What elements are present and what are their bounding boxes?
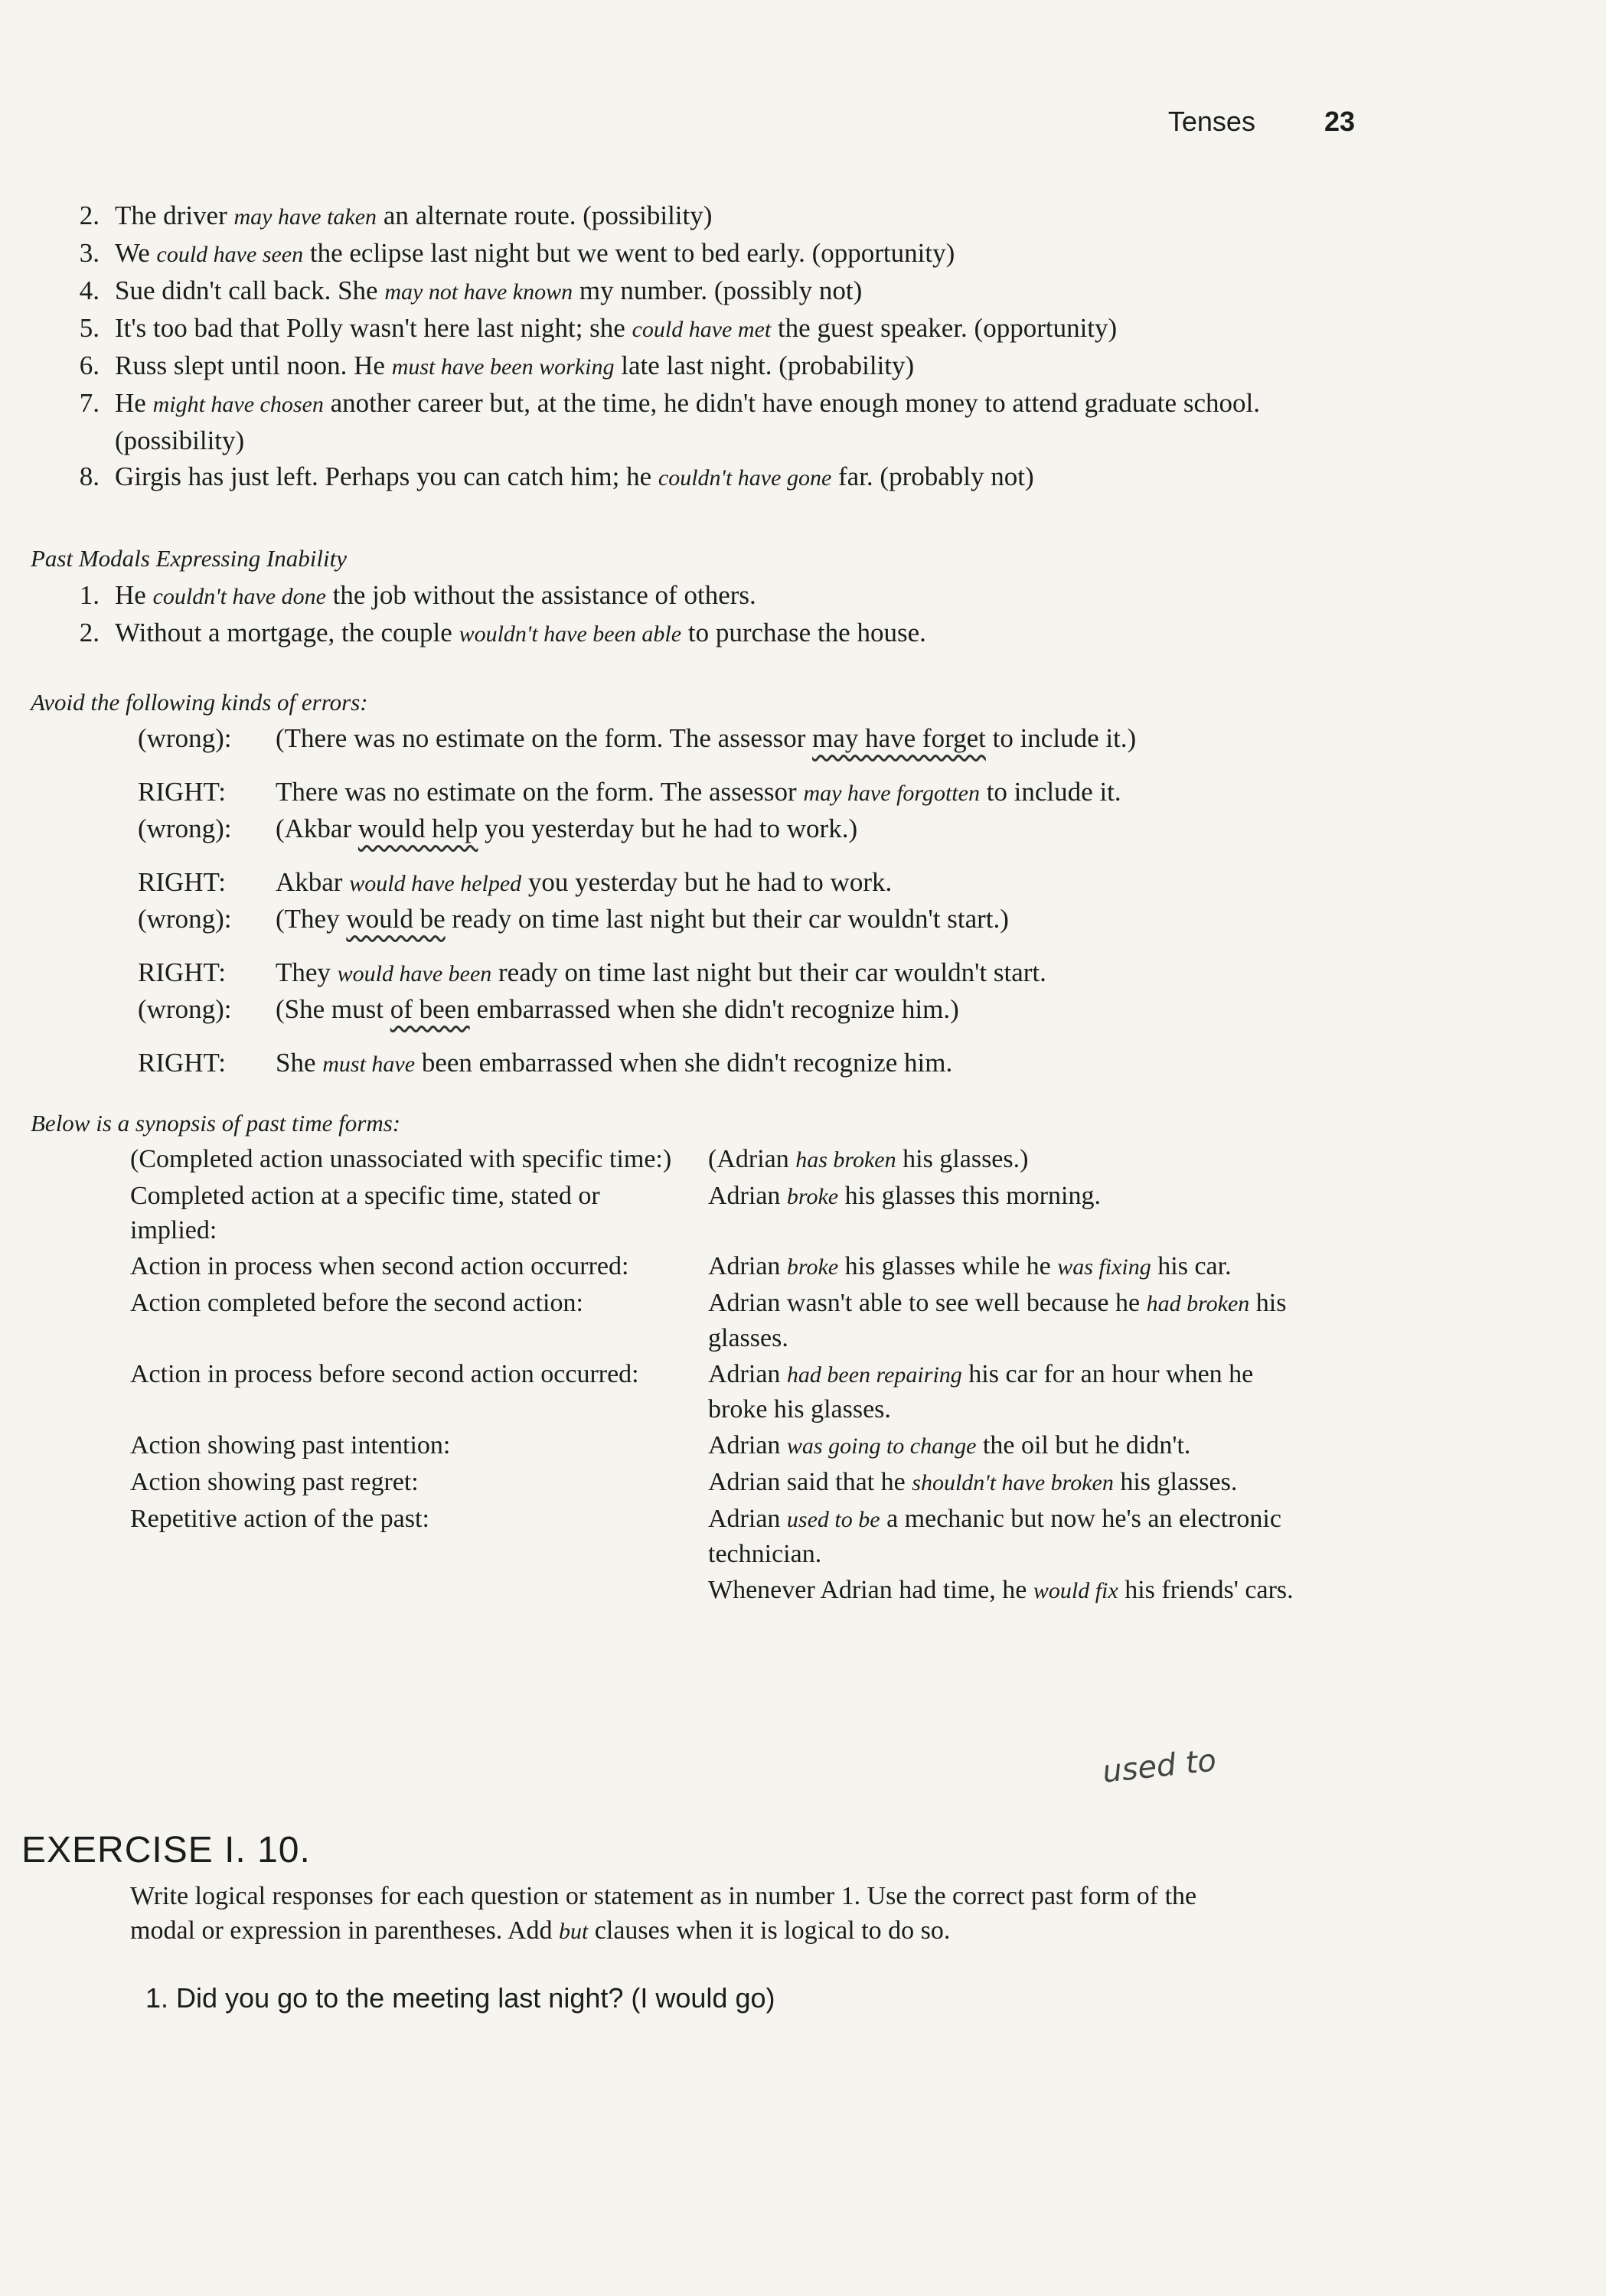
list-item: 4. Sue didn't call back. She may not have known my number. (possibly not) <box>79 276 863 305</box>
right-example: RIGHT: They would have been ready on time last night but their car wouldn't start. <box>138 957 1046 987</box>
list-item: 5. It's too bad that Polly wasn't here last night; she could have met the guest speaker. (opportunity) <box>79 313 1118 343</box>
page-number: 23 <box>1324 106 1355 137</box>
synopsis-row: Action completed before the second action: Adrian wasn't able to see well because he had broken his glasses. <box>130 1289 1287 1352</box>
modals-list <box>31 197 1301 496</box>
list-item: 8. Girgis has just left. Perhaps you can catch him; he couldn't have gone far. (probably not) <box>79 461 1034 491</box>
right-example: RIGHT: Akbar would have helped you yesterday but he had to work. <box>138 867 893 897</box>
wrong-example: (wrong): (They would be ready on time last night but their car wouldn't start.) <box>138 904 1009 934</box>
exercise-title: EXERCISE I. 10. <box>21 1830 311 1870</box>
running-head <box>1168 106 1355 138</box>
errors-block <box>31 689 1301 1082</box>
exercise-question: 1. Did you go to the meeting last night? (I would go) <box>145 1982 775 2014</box>
exercise-instructions: Write logical responses for each question or statement as in number 1. Use the correct past form of the modal or expression in parentheses. Add but clauses when it is logical to do so. <box>130 1882 1197 1945</box>
list-item: 6. Russ slept until noon. He must have been working late last night. (probability) <box>79 351 915 380</box>
right-example: RIGHT: There was no estimate on the form. The assessor may have forgotten to include it. <box>138 777 1121 807</box>
synopsis-row: Action showing past intention: Adrian was going to change the oil but he didn't. <box>130 1431 1191 1459</box>
synopsis-row: Action in process before second action occurred: Adrian had been repairing his car for an hour when he broke his glasses. <box>130 1360 1254 1424</box>
list-item: 2. The driver may have taken an alternate route. (possibility) <box>79 201 713 230</box>
synopsis-heading: Below is a synopsis of past time forms: <box>31 1110 401 1137</box>
synopsis-row: Action showing past regret: Adrian said that he shouldn't have broken his glasses. <box>130 1468 1238 1496</box>
synopsis-row: Action in process when second action occurred: Adrian broke his glasses while he was fixing his car. <box>130 1252 1232 1280</box>
synopsis-row: (Completed action unassociated with specific time:) (Adrian has broken his glasses.) <box>130 1145 1029 1173</box>
modals-list-block <box>31 197 1301 496</box>
wrong-example: (wrong): (Akbar would help you yesterday but he had to work.) <box>138 814 858 843</box>
wrong-example: (wrong): (There was no estimate on the form. The assessor may have forget to include it.) <box>138 723 1137 753</box>
list-item: 3. We could have seen the eclipse last night but we went to bed early. (opportunity) <box>79 238 955 268</box>
synopsis-block <box>31 1110 1301 1609</box>
list-item: 7. He might have chosen another career but, at the time, he didn't have enough money to attend graduate school. (possibility) <box>79 388 1260 455</box>
error-highlight: would help <box>357 814 478 843</box>
error-highlight: would be <box>346 904 446 934</box>
inability-block <box>31 545 1301 652</box>
synopsis-row: Completed action at a specific time, stated or implied: Adrian broke his glasses this morning. <box>130 1182 1101 1244</box>
synopsis-row: Whenever Adrian had time, he would fix his friends' cars. <box>708 1576 1294 1604</box>
list-item: 1. He couldn't have done the job without the assistance of others. <box>79 580 756 610</box>
section-title: Tenses <box>1167 106 1255 137</box>
list-item: 2. Without a mortgage, the couple wouldn't have been able to purchase the house. <box>79 618 926 647</box>
errors-heading: Avoid the following kinds of errors: <box>31 689 368 716</box>
error-highlight: of been <box>390 994 470 1024</box>
right-example: RIGHT: She must have been embarrassed when she didn't recognize him. <box>138 1048 953 1078</box>
handwritten-note: used to <box>1101 1743 1219 1790</box>
synopsis-row: Repetitive action of the past: Adrian used to be a mechanic but now he's an electronic technician. <box>130 1505 1281 1568</box>
wrong-example: (wrong): (She must of been embarrassed when she didn't recognize him.) <box>138 994 959 1024</box>
inability-list <box>31 577 1301 652</box>
inability-heading: Past Modals Expressing Inability <box>31 545 348 572</box>
error-highlight: may have forget <box>812 723 986 753</box>
